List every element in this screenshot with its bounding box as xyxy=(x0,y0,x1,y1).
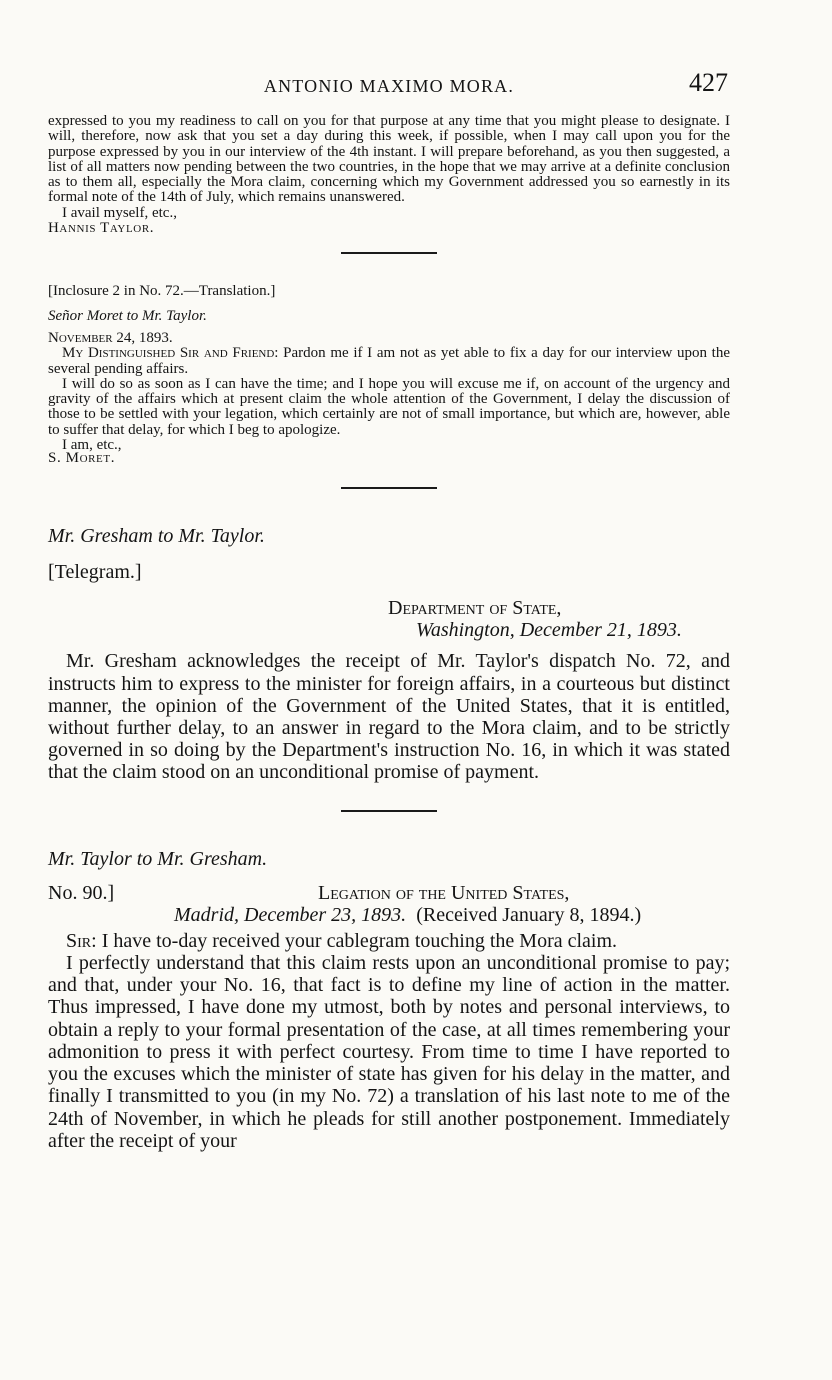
signature-taylor: Hannis Taylor. xyxy=(48,220,155,237)
enclosure-closing: I am, etc., xyxy=(62,437,122,454)
telegram-heading: Mr. Gresham to Mr. Taylor. xyxy=(48,524,265,547)
legation-line xyxy=(48,882,730,904)
place-date-line xyxy=(48,904,730,926)
letter-section xyxy=(48,848,730,1152)
enclosure-heading: Señor Moret to Mr. Taylor. xyxy=(48,307,207,324)
enclosure-label: [Inclosure 2 in No. 72.—Translation.] xyxy=(48,283,276,300)
letter-salutation: Sir: xyxy=(66,929,97,952)
place-date: Madrid, December 23, 1893. xyxy=(174,903,407,926)
legation-name: Legation of the United States, xyxy=(318,881,570,904)
enclosure-para-2: I will do so as soon as I can have the time; and I hope you will excuse me if, on account of the urgency and gravity of the affairs which at present claim the whole attention of the Government, I delay the discussion of those to be settled with your legation, which certainly are not of small importance, but which are, however, able to suffer that delay, for which I beg to apologize. xyxy=(48,375,730,438)
letter-para-1 xyxy=(48,930,730,952)
section-divider xyxy=(341,810,437,812)
letter-para-1-text: I have to-day received your cablegram touching the Mora claim. xyxy=(101,929,618,952)
letter-body: expressed to you my readiness to call on you for that purpose at any time that you might please to designate. I will, therefore, now ask that you set a day during this week, if possible, when I may call upon you for the purpose expressed by you in our interview of the 4th instant. I will prepare beforehand, as you then suggested, a list of all matters now pending between the two countries, in the hope that we may arrive at a definite conclusion as to them all, especially the Mora claim, concerning which my Government addressed you so earnestly in its formal note of the 14th of July, which remains unanswered. xyxy=(48,113,730,206)
running-title: ANTONIO MAXIMO MORA. xyxy=(263,76,515,96)
enclosure-date: November 24, 1893. xyxy=(48,329,173,346)
letter-para-2: I perfectly understand that this claim rests upon an unconditional promise to pay; and that, under your No. 16, that fact is to define my line of action in the matter. Thus impressed, I have done my utmost, both by notes and personal interviews, to obtain a reply to your formal presentation of the case, at all times remembering your admonition to press it with perfect courtesy. From time to time I have reported to you the excuses which the minister of state has given for his delay in the matter, and finally I transmitted to you (in my No. 72) a translation of his last note to me of the 24th of November, in which he pleads for still another postponement. Immediately after the receipt of your xyxy=(48,952,730,1152)
telegram-location: Washington, December 21, 1893. xyxy=(416,619,682,642)
letter-continuation xyxy=(48,114,730,236)
enclosure-section xyxy=(48,284,730,466)
section-divider xyxy=(341,487,437,489)
section-divider xyxy=(341,252,437,254)
telegram-department: Department of State, xyxy=(388,597,562,620)
telegram-label: [Telegram.] xyxy=(48,560,142,583)
page-number: 427 xyxy=(689,68,728,97)
signature-moret: S. Moret. xyxy=(48,450,116,467)
running-head xyxy=(48,62,730,102)
telegram-section xyxy=(48,525,730,784)
document-page xyxy=(48,62,730,1152)
enclosure-salutation: My Distinguished Sir and Friend: xyxy=(62,345,279,362)
letter-closing: I avail myself, etc., xyxy=(62,204,177,221)
enclosure-para-1-text: Pardon me if I am not as yet able to fix a day for our interview upon the several pending affairs. xyxy=(48,345,730,377)
dispatch-number: No. 90.] xyxy=(48,881,115,904)
telegram-body: Mr. Gresham acknowledges the receipt of Mr. Taylor's dispatch No. 72, and instructs him to express to the minister for foreign affairs, in a courteous but distinct manner, the opinion of the Government of the United States, that it is entitled, without further delay, to an answer in regard to the Mora claim, and to be strictly governed in so doing by the Department's instruction No. 16, in which it was stated that the claim stood on an unconditional promise of payment. xyxy=(48,650,730,784)
enclosure-para-1 xyxy=(48,346,730,377)
letter-heading: Mr. Taylor to Mr. Gresham. xyxy=(48,847,268,870)
received-date: (Received January 8, 1894.) xyxy=(416,903,642,926)
